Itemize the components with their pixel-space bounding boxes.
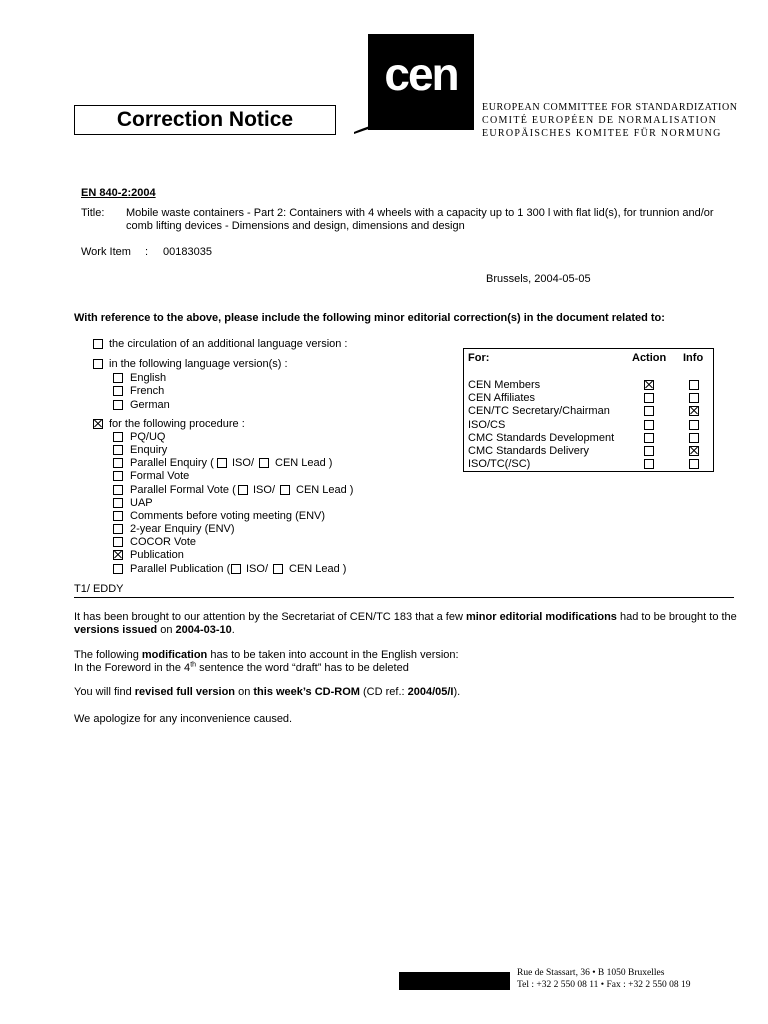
procedure-checkbox[interactable]	[93, 419, 103, 429]
title-label: Title:	[81, 207, 105, 219]
iso-label: ISO/	[232, 457, 255, 470]
action-checkbox[interactable]	[644, 433, 654, 443]
procedure-item-label: Parallel Enquiry (	[130, 457, 214, 470]
org-names	[482, 101, 742, 140]
cen-lead-label: CEN Lead )	[296, 483, 354, 496]
work-item-value: 00183035	[163, 246, 212, 258]
action-checkbox[interactable]	[644, 446, 654, 456]
paragraph-3: You will find revised full version on this week’s CD-ROM (CD ref.: 2004/05/I).	[74, 686, 461, 698]
language-label: in the following language version(s) :	[109, 358, 288, 370]
footer-bar	[399, 972, 510, 990]
procedure-item-label: Comments before voting meeting (ENV)	[130, 509, 326, 522]
logo-text: cen	[384, 48, 458, 100]
org-line-fr: COMITÉ EUROPÉEN DE NORMALISATION	[482, 115, 718, 126]
for-row-label: CEN Members	[468, 379, 541, 391]
info-checkbox[interactable]	[689, 406, 699, 416]
for-row-label: ISO/TC(/SC)	[468, 458, 531, 471]
language-item-label: English	[130, 372, 167, 384]
action-checkbox[interactable]	[644, 380, 654, 390]
circulation-checkbox[interactable]	[93, 339, 103, 349]
procedure-item-label: Parallel Publication (	[130, 562, 231, 575]
for-header: For:	[468, 352, 490, 364]
info-checkbox[interactable]	[689, 420, 699, 430]
action-checkbox[interactable]	[644, 406, 654, 416]
procedure-item-checkbox[interactable]	[113, 537, 123, 547]
language-item-checkbox[interactable]	[113, 400, 123, 410]
for-row-label: CEN/TC Secretary/Chairman	[468, 405, 610, 418]
procedure-item-checkbox[interactable]	[113, 471, 123, 481]
procedure-item-label: 2-year Enquiry (ENV)	[130, 523, 235, 536]
procedure-item-checkbox[interactable]	[113, 511, 123, 521]
info-checkbox[interactable]	[689, 393, 699, 403]
procedure-item-checkbox[interactable]	[113, 564, 123, 574]
reference: T1/ EDDY	[74, 583, 124, 595]
for-row-label: ISO/CS	[468, 418, 506, 431]
info-checkbox[interactable]	[689, 433, 699, 443]
doc-title: Mobile waste containers - Part 2: Containers with 4 wheels with a capacity up to 1 300 l with flat lid(s), for trunnion and/or comb lifting devices - Dimensions and design, dimensions and design	[126, 207, 714, 232]
language-checkbox[interactable]	[93, 359, 103, 369]
for-row-label: CMC Standards Delivery	[468, 445, 590, 457]
paragraph-2: The following modification has to be taken into account in the English version: In the Foreword in the 4th sentence the word “draft” has to be deleted	[74, 649, 459, 674]
org-line-en: EUROPEAN COMMITTEE FOR STANDARDIZATION	[482, 102, 738, 113]
procedure-item-checkbox[interactable]	[113, 498, 123, 508]
procedure-item-label: PQ/UQ	[130, 431, 166, 443]
info-checkbox[interactable]	[689, 446, 699, 456]
procedure-item-label: Formal Vote	[130, 470, 190, 483]
page-title: Correction Notice	[116, 108, 294, 131]
procedure-item-label: UAP	[130, 496, 153, 509]
org-line-de: EUROPÄISCHES KOMITEE FÜR NORMUNG	[482, 128, 722, 139]
procedure-item-checkbox[interactable]	[113, 445, 123, 455]
cen-lead-checkbox[interactable]	[273, 564, 283, 574]
procedure-item-checkbox[interactable]	[113, 485, 123, 495]
cen-lead-checkbox[interactable]	[280, 485, 290, 495]
action-header: Action	[632, 352, 667, 364]
language-item-checkbox[interactable]	[113, 386, 123, 396]
doc-number: EN 840-2:2004	[81, 187, 156, 199]
circulation-label: the circulation of an additional language version :	[109, 338, 348, 350]
language-item-checkbox[interactable]	[113, 373, 123, 383]
paragraph-1: It has been brought to our attention by the Secretariat of CEN/TC 183 that a few minor editorial modifications had to be brought to the versions issued on 2004-03-10.	[74, 611, 737, 636]
procedure-label: for the following procedure :	[109, 418, 245, 430]
procedure-item-checkbox[interactable]	[113, 550, 123, 560]
procedure-item-label: Parallel Formal Vote (	[130, 483, 236, 496]
language-item-label: French	[130, 385, 165, 398]
info-checkbox[interactable]	[689, 459, 699, 469]
divider	[74, 597, 734, 598]
info-checkbox[interactable]	[689, 380, 699, 390]
intro-text: With reference to the above, please include the following minor editorial correction(s) in the document related to:	[74, 312, 665, 324]
cen-lead-label: CEN Lead )	[275, 457, 333, 470]
action-checkbox[interactable]	[644, 393, 654, 403]
iso-lead-checkbox[interactable]	[231, 564, 241, 574]
procedure-item-checkbox[interactable]	[113, 432, 123, 442]
cen-logo	[352, 34, 476, 136]
title-box	[74, 105, 336, 135]
cen-lead-checkbox[interactable]	[259, 458, 269, 468]
iso-lead-checkbox[interactable]	[217, 458, 227, 468]
footer-address: Rue de Stassart, 36 • B 1050 Bruxelles Tel : +32 2 550 08 11 • Fax : +32 2 550 08 19	[517, 968, 691, 990]
for-table	[463, 348, 714, 472]
cen-lead-label: CEN Lead )	[289, 562, 347, 575]
work-item-label: Work Item	[81, 246, 131, 258]
procedure-item-checkbox[interactable]	[113, 458, 123, 468]
for-row-label: CEN Affiliates	[468, 392, 536, 405]
for-row-label: CMC Standards Development	[468, 431, 615, 444]
procedure-item-label: Enquiry	[130, 444, 168, 457]
action-checkbox[interactable]	[644, 459, 654, 469]
info-header: Info	[683, 352, 704, 364]
procedure-item-label: Publication	[130, 549, 184, 562]
language-item-label: German	[130, 398, 170, 411]
work-item-sep: :	[145, 246, 149, 258]
place-date: Brussels, 2004-05-05	[486, 273, 591, 285]
procedure-item-label: COCOR Vote	[130, 536, 197, 549]
iso-label: ISO/	[253, 483, 276, 496]
paragraph-4: We apologize for any inconvenience caused.	[74, 713, 293, 725]
procedure-item-checkbox[interactable]	[113, 524, 123, 534]
iso-label: ISO/	[246, 562, 269, 575]
iso-lead-checkbox[interactable]	[238, 485, 248, 495]
action-checkbox[interactable]	[644, 420, 654, 430]
